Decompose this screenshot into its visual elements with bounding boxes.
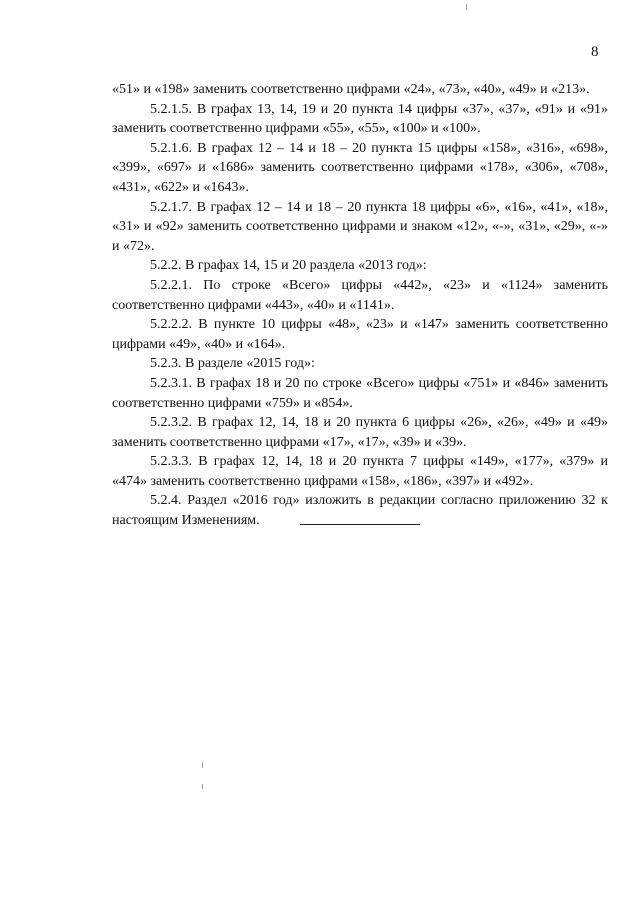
scan-speck [202, 762, 203, 768]
paragraph-5-2-1-6: 5.2.1.6. В графах 12 – 14 и 18 – 20 пункта 15 цифры «158», «316», «698», «399», «697» и «1686» заменить соответственно цифрами «178», «306», «708», «431», «622» и «1643». [112, 140, 608, 195]
body-text [112, 80, 608, 531]
end-divider-line [300, 524, 420, 525]
paragraph-5-2-3-3: 5.2.3.3. В графах 12, 14, 18 и 20 пункта 7 цифры «149», «177», «379» и «474» заменить соответственно цифрами «158», «186», «397» и «492». [112, 454, 608, 489]
paragraph-5-2-1-5: 5.2.1.5. В графах 13, 14, 19 и 20 пункта 14 цифры «37», «37», «91» и «91» заменить соответственно цифрами «55», «55», «100» и «100». [112, 101, 608, 137]
paragraph-5-2-1-7: 5.2.1.7. В графах 12 – 14 и 18 – 20 пункта 18 цифры «6», «16», «41», «18», «31» и «92» заменить соответственно цифрами и знаком «12», «-», «31», «29», «-» и «72». [112, 199, 608, 254]
page-number: 8 [591, 44, 599, 60]
scan-speck [202, 784, 203, 789]
paragraph-5-2-4: 5.2.4. Раздел «2016 год» изложить в редакции согласно приложению 32 к настоящим Изменениям. [112, 493, 608, 529]
paragraph-5-2-3-2: 5.2.3.2. В графах 12, 14, 18 и 20 пункта 6 цифры «26», «26», «49» и «49» заменить соответственно цифрами «17», «17», «39» и «39». [112, 415, 608, 450]
paragraph-5-2-2-2: 5.2.2.2. В пункте 10 цифры «48», «23» и «147» заменить соответственно цифрами «49», «40» и «164». [112, 317, 608, 352]
paragraph-continuation: «51» и «198» заменить соответственно цифрами «24», «73», «40», «49» и «213». [112, 82, 590, 97]
paragraph-5-2-2: 5.2.2. В графах 14, 15 и 20 раздела «2013 год»: [150, 258, 427, 274]
paragraph-5-2-3-1: 5.2.3.1. В графах 18 и 20 по строке «Всего» цифры «751» и «846» заменить соответственно цифрами «759» и «854». [112, 375, 608, 411]
paragraph-5-2-2-1: 5.2.2.1. По строке «Всего» цифры «442», «23» и «1124» заменить соответственно цифрами «443», «40» и «1141». [112, 277, 608, 313]
scan-speck [466, 4, 467, 10]
paragraph-5-2-3: 5.2.3. В разделе «2015 год»: [150, 356, 315, 372]
